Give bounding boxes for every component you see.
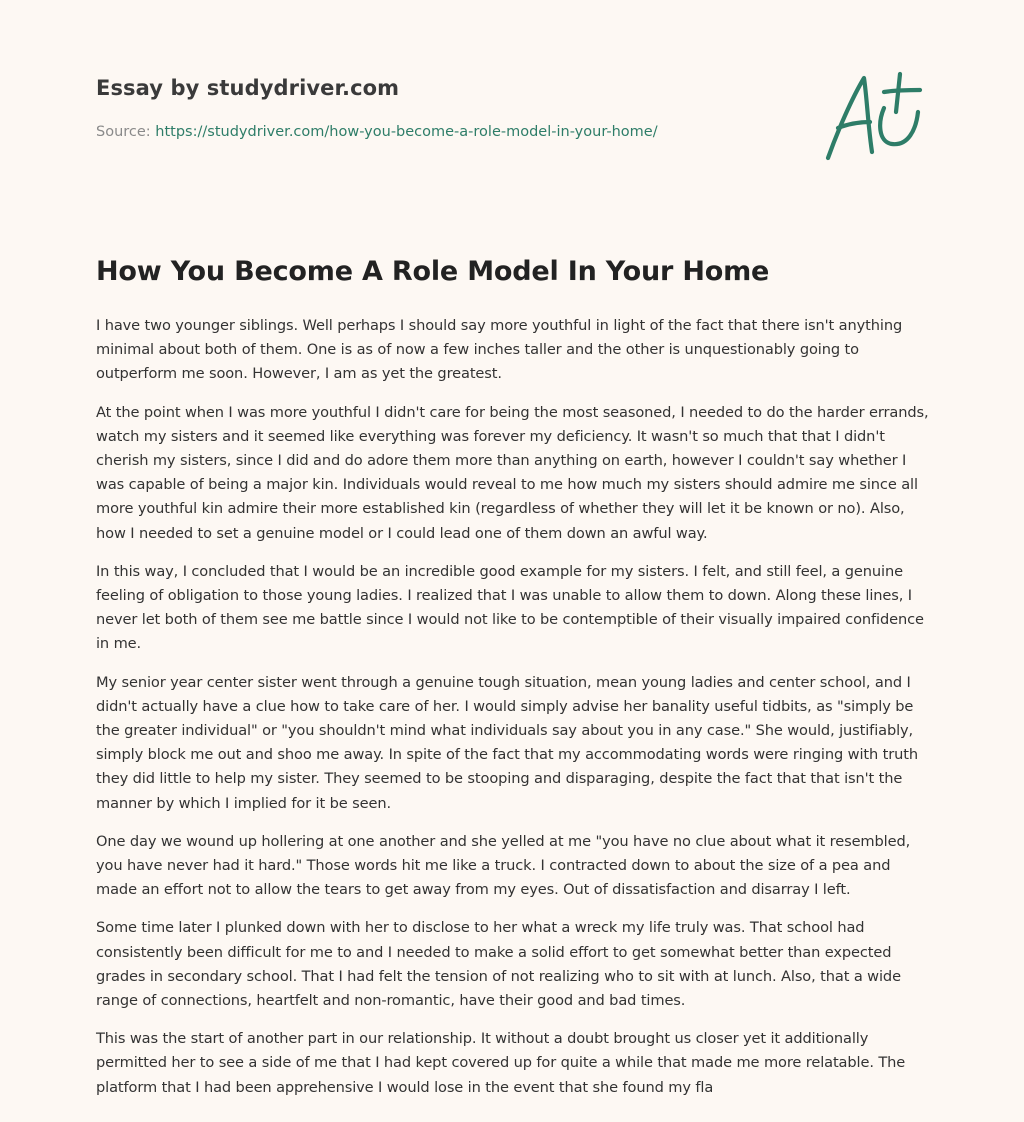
essay-body [96,314,932,1114]
essay-paragraph: One day we wound up hollering at one another and she yelled at me "you have no clue about what it resembled, you have never had it hard." Those words hit me like a truck. I contracted down to about the size of a pea and made an effort not to allow the tears to get away from my eyes. Out of dissatisfaction and disarray I left. [96,832,911,899]
source-label: Source: [96,124,151,140]
essay-paragraph: In this way, I concluded that I would be an incredible good example for my sisters. I felt, and still feel, a genuine feeling of obligation to those young ladies. I realized that I was unable to allow them to down. Along these lines, I never let both of them see me battle since I would not like to be contemptible of their visually impaired confidence in me. [96,562,924,653]
source-link[interactable]: https://studydriver.com/how-you-become-a-role-model-in-your-home/ [155,124,658,140]
source-line [96,124,658,140]
essay-paragraph: At the point when I was more youthful I didn't care for being the most seasoned, I needed to do the harder errands, watch my sisters and it seemed like everything was forever my deficiency. It wasn't so much that that I didn't cherish my sisters, since I did and do adore them more than anything on earth, however I couldn't say whether I was capable of being a major kin. Individuals would reveal to me how much my sisters should admire me since all more youthful kin admire their more established kin (regardless of whether they will let it be known or no). Also, how I needed to set a genuine model or I could lead one of them down an awful way. [96,403,929,542]
brand-title: Essay by studydriver.com [96,76,400,100]
essay-paragraph: I have two younger siblings. Well perhaps I should say more youthful in light of the fact that there isn't anything minimal about both of them. One is as of now a few inches taller and the other is unquestionably going to outperform me soon. However, I am as yet the greatest. [96,317,903,383]
essay-page [96,0,932,1096]
essay-paragraph: This was the start of another part in our relationship. It without a doubt brought us closer yet it additionally permitted her to see a side of me that I had kept covered up for quite a while that made me more relatable. The platform that I had been apprehensive I would lose in the event that she found my fla [96,1030,906,1096]
essay-title: How You Become A Role Model In Your Home [96,256,770,287]
a-plus-logo-icon [824,68,924,164]
page-header [96,0,932,220]
essay-paragraph: My senior year center sister went through a genuine tough situation, mean young ladies and center school, and I didn't actually have a clue how to take care of her. I would simply advise her banality useful tidbits, as "simply be the greater individual" or "you shouldn't mind what individuals say about you in any case." She would, justifiably, simply block me out and shoo me away. In spite of the fact that my accommodating words were ringing with truth they did little to help my sister. They seemed to be stooping and disparaging, despite the fact that that isn't the manner by which I implied for it be seen. [96,673,918,812]
essay-paragraph: Some time later I plunked down with her to disclose to her what a wreck my life truly was. That school had consistently been difficult for me to and I needed to make a solid effort to get somewhat better than expected grades in secondary school. That I had felt the tension of not realizing who to sit with at lunch. Also, that a wide range of connections, heartfelt and non-romantic, have their good and bad times. [96,919,901,1010]
